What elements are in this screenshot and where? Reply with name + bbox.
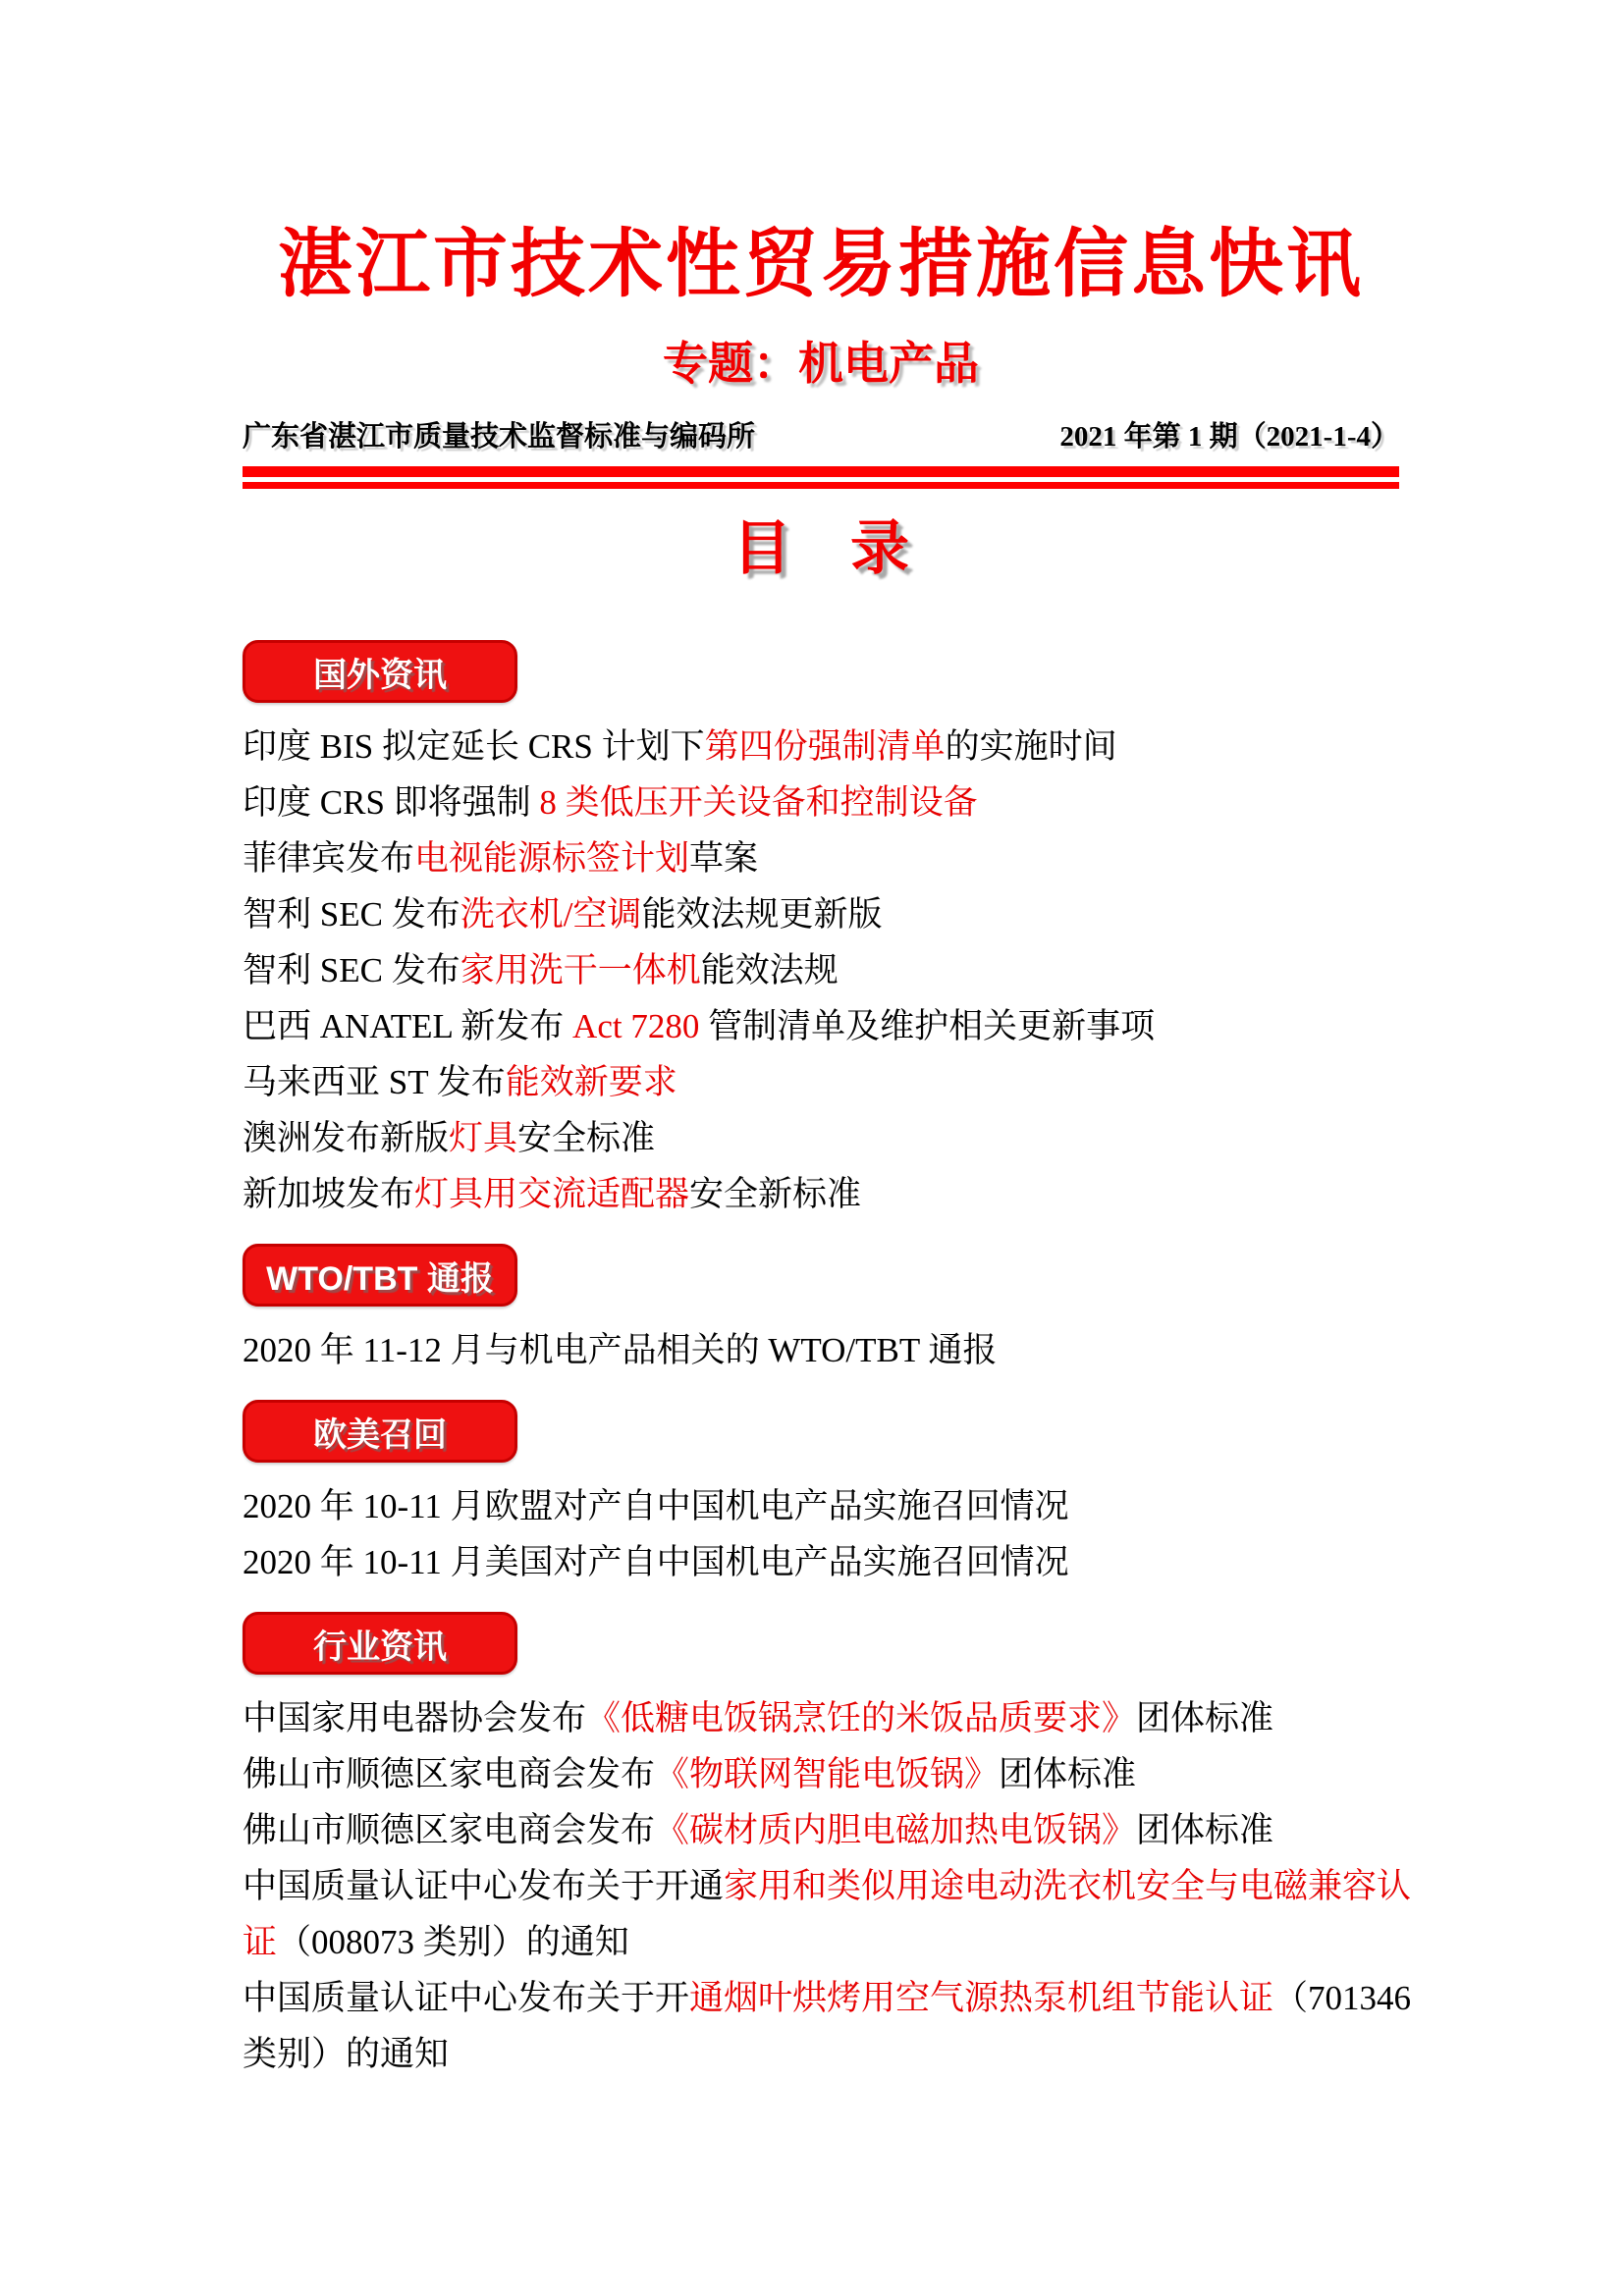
toc-entry <box>243 942 1399 998</box>
toc-entry-segment: 电视能源标签计划 <box>414 839 690 878</box>
toc-entry-segment: 类别）的通知 <box>243 2035 450 2073</box>
toc-entry <box>243 719 1399 774</box>
toc-entry-segment: 中国质量认证中心发布关于开 <box>243 1979 690 2017</box>
section-header-wto-tbt-notices <box>243 1244 517 1307</box>
toc-entry-segment: 2020 年 10-11 月欧盟对产自中国机电产品实施召回情况 <box>243 1487 1069 1525</box>
toc-entry <box>243 830 1399 886</box>
toc-entry-segment: 菲律宾发布 <box>243 839 415 878</box>
toc-entry-segment: 智利 SEC 发布 <box>243 951 460 989</box>
toc-entry-segment: 管制清单及维护相关更新事项 <box>708 1007 1156 1045</box>
toc-entry-segment: 2020 年 10-11 月美国对产自中国机电产品实施召回情况 <box>243 1543 1069 1581</box>
toc-entry-segment: 证 <box>243 1923 278 1961</box>
toc-entry-segment: 智利 SEC 发布 <box>243 895 460 934</box>
toc-entry <box>243 1534 1399 1590</box>
toc-entry-segment: 能效新要求 <box>505 1063 677 1101</box>
toc-entry-segment: （701346 <box>1273 1979 1412 2017</box>
toc-entry-segment: 巴西 ANATEL 新发布 <box>243 1007 573 1045</box>
toc-entry <box>243 1322 1399 1378</box>
toc-entry-segment: 能效法规 <box>700 951 839 989</box>
document-title: 湛江市技术性贸易措施信息快讯 <box>278 223 1364 306</box>
toc-entry <box>243 1914 1399 1970</box>
toc-entry-segment: 中国家用电器协会发布 <box>243 1699 587 1737</box>
toc-entry-segment: 团体标准 <box>999 1755 1137 1793</box>
masthead-row <box>243 414 1399 454</box>
section-header-label: 国外资讯 <box>313 656 447 694</box>
publisher-name: 广东省湛江市质量技术监督标准与编码所 <box>243 421 756 453</box>
toc-entry-segment: 团体标准 <box>1136 1699 1274 1737</box>
toc-entry-segment: 的实施时间 <box>945 727 1117 766</box>
toc-entry-segment: 安全新标准 <box>689 1175 862 1213</box>
section-header-overseas-news <box>243 640 517 703</box>
toc-entry-segment: 佛山市顺德区家电商会发布 <box>243 1755 656 1793</box>
toc-entry <box>243 998 1399 1054</box>
section-header-label: 行业资讯 <box>313 1628 447 1666</box>
toc-entry-segment: 通烟叶烘烤用空气源热泵机组节能认证 <box>689 1979 1274 2017</box>
toc-entry-segment: 安全标准 <box>517 1119 656 1157</box>
toc-entry-segment: 能效法规更新版 <box>641 895 883 934</box>
toc-entry-segment: 8 类低压开关设备和控制设备 <box>539 783 978 822</box>
toc-entry-segment: 马来西亚 ST 发布 <box>243 1063 506 1101</box>
toc-entry-segment: 家用和类似用途电动洗衣机安全与电磁兼容认 <box>724 1867 1412 1905</box>
toc-entry-segment: 灯具 <box>449 1119 518 1157</box>
toc-sections <box>243 640 1412 2082</box>
toc-entry-segment: 新加坡发布 <box>243 1175 415 1213</box>
toc-entry <box>243 2026 1399 2082</box>
section-header-eu-us-recalls <box>243 1400 517 1463</box>
toc-entry-segment: 印度 CRS 即将强制 <box>243 783 540 822</box>
toc-entry-segment: 《低糖电饭锅烹饪的米饭品质要求》 <box>586 1699 1137 1737</box>
toc-entry <box>243 774 1399 830</box>
toc-entry-segment: 团体标准 <box>1136 1811 1274 1849</box>
toc-entry-segment: 澳洲发布新版 <box>243 1119 450 1157</box>
toc-entry <box>243 1166 1399 1222</box>
toc-heading: 目 录 <box>732 515 909 581</box>
toc-entry-segment: Act 7280 <box>572 1007 709 1045</box>
section-header-industry-news <box>243 1612 517 1675</box>
divider-rule-thick <box>243 466 1399 477</box>
toc-entry <box>243 1478 1399 1534</box>
toc-entry <box>243 1110 1399 1166</box>
toc-entry <box>243 1054 1399 1110</box>
toc-entry-segment: 草案 <box>689 839 759 878</box>
toc-entry-segment: 第四份强制清单 <box>704 727 946 766</box>
toc-entry-segment: 中国质量认证中心发布关于开通 <box>243 1867 725 1905</box>
toc-entry-segment: 洗衣机/空调 <box>460 895 642 934</box>
toc-entry-segment: （008073 类别）的通知 <box>277 1923 629 1961</box>
document-subtitle: 专题：机电产品 <box>663 338 979 389</box>
issue-number: 2021 年第 1 期（2021-1-4） <box>1059 421 1399 453</box>
toc-entry <box>243 886 1399 942</box>
toc-entry <box>243 1802 1399 1858</box>
toc-entry <box>243 1690 1399 1746</box>
toc-entry <box>243 1746 1399 1802</box>
toc-entry-segment: 佛山市顺德区家电商会发布 <box>243 1811 656 1849</box>
section-header-label: 欧美召回 <box>313 1415 447 1454</box>
divider-rule-thin <box>243 482 1399 489</box>
toc-entry-segment: 《物联网智能电饭锅》 <box>655 1755 1000 1793</box>
toc-entry-segment: 灯具用交流适配器 <box>414 1175 690 1213</box>
toc-entry-segment: 2020 年 11-12 月与机电产品相关的 WTO/TBT 通报 <box>243 1331 998 1369</box>
toc-entry <box>243 1970 1412 2026</box>
section-header-label: WTO/TBT 通报 <box>266 1259 494 1298</box>
toc-entry <box>243 1858 1412 1914</box>
toc-entry-segment: 家用洗干一体机 <box>460 951 701 989</box>
toc-entry-segment: 印度 BIS 拟定延长 CRS 计划下 <box>243 727 705 766</box>
toc-entry-segment: 《碳材质内胆电磁加热电饭锅》 <box>655 1811 1137 1849</box>
